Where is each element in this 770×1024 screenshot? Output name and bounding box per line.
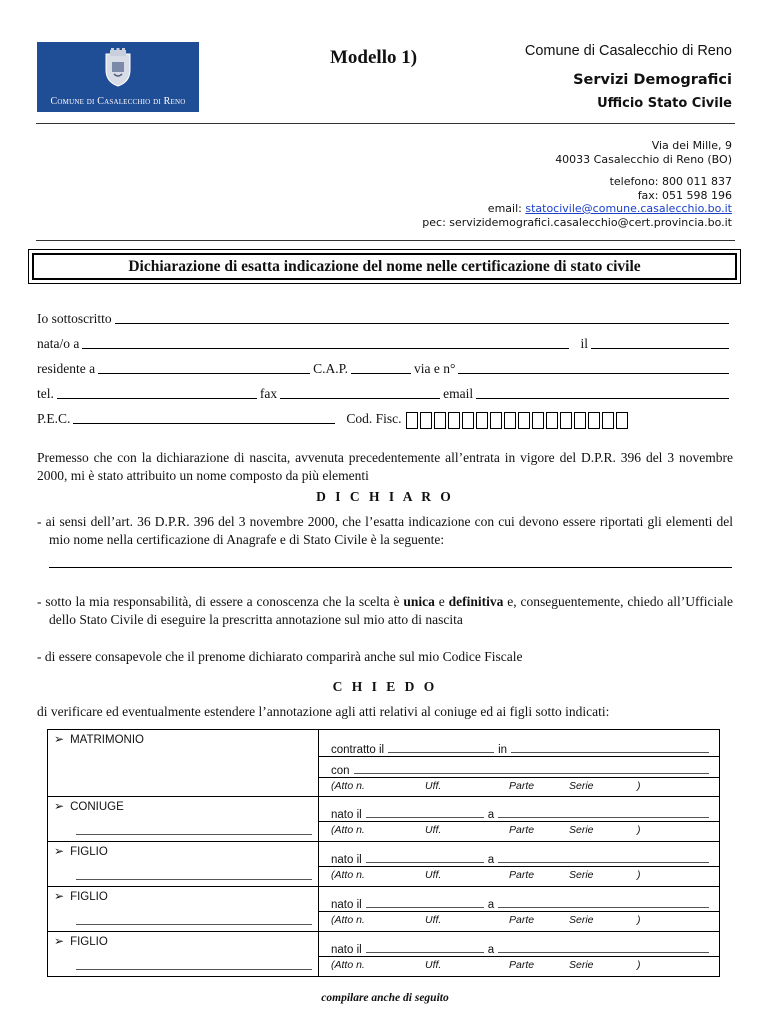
- fax: fax: 051 598 196: [637, 188, 732, 202]
- arrow-bullet-icon: ➢: [54, 889, 65, 903]
- label-figlio: FIGLIO: [70, 936, 108, 948]
- cell-coniuge: [48, 797, 319, 842]
- row-contratto: [319, 730, 719, 757]
- input-residente[interactable]: [98, 373, 310, 374]
- row-nato: [319, 887, 719, 912]
- label-close: ): [637, 914, 641, 926]
- cf-box[interactable]: [518, 412, 530, 429]
- atto-ref: [319, 778, 719, 794]
- comune-name: Comune di Casalecchio di Reno: [524, 43, 732, 59]
- label-tel: tel.: [37, 386, 54, 401]
- cf-box[interactable]: [560, 412, 572, 429]
- arrow-bullet-icon: ➢: [54, 844, 65, 858]
- label-atto: (Atto n.: [331, 959, 365, 971]
- label-fax: fax: [259, 386, 278, 401]
- label-a: a: [487, 899, 495, 911]
- input-data-nascita-figlio[interactable]: [366, 862, 484, 863]
- label-nato-il: nato il: [331, 809, 362, 821]
- label-cap: C.A.P.: [313, 361, 348, 376]
- header-divider: [36, 123, 735, 124]
- label-parte: Parte: [509, 869, 535, 881]
- label-close: ): [637, 780, 641, 792]
- cell-figlio-details: [319, 932, 720, 977]
- address-divider: [36, 240, 735, 241]
- label-uff: Uff.: [425, 824, 442, 836]
- cf-box[interactable]: [448, 412, 460, 429]
- label-in: in: [498, 744, 508, 756]
- input-figlio[interactable]: [76, 879, 312, 880]
- cf-box[interactable]: [616, 412, 628, 429]
- arrow-bullet-icon: ➢: [54, 732, 65, 746]
- input-fax[interactable]: [280, 398, 440, 399]
- label-atto: (Atto n.: [331, 780, 365, 792]
- label-cod-fisc: Cod. Fisc.: [346, 411, 402, 426]
- input-sottoscritto[interactable]: [115, 323, 729, 324]
- row-con: [319, 757, 719, 778]
- servizi-demografici: Servizi Demografici: [573, 72, 732, 88]
- input-data-nascita-figlio[interactable]: [366, 907, 484, 908]
- cf-box[interactable]: [476, 412, 488, 429]
- table-row-coniuge: [48, 797, 720, 842]
- bullet2-text-b: e, conseguentemente, chiedo all’Ufficiale dello Stato Civile di eseguire la prescritta annotazione sul mio atto di nascita: [49, 594, 733, 627]
- dichiaro-heading: D I C H I A R O: [316, 489, 454, 504]
- modello-label: Modello 1): [330, 47, 418, 68]
- label-atto: (Atto n.: [331, 869, 365, 881]
- bullet2-text-a: - sotto la mia responsabilità, di essere a conoscenza che la scelta è: [37, 594, 404, 609]
- input-email[interactable]: [476, 398, 729, 399]
- input-figlio[interactable]: [76, 969, 312, 970]
- pec: pec: servizidemografici.casalecchio@cert.provincia.bo.it: [422, 215, 732, 229]
- input-luogo-nascita-figlio[interactable]: [498, 862, 709, 863]
- label-close: ): [637, 824, 641, 836]
- label-uff: Uff.: [425, 914, 442, 926]
- row-nato: [319, 932, 719, 957]
- label-close: ): [637, 959, 641, 971]
- field-row-nascita: [37, 334, 732, 352]
- label-nato-il: nato il: [331, 944, 362, 956]
- label-serie: Serie: [569, 959, 594, 971]
- label-via: via e n°: [413, 361, 456, 376]
- label-il: il: [580, 336, 588, 351]
- input-figlio[interactable]: [76, 924, 312, 925]
- cf-box[interactable]: [504, 412, 516, 429]
- cf-box[interactable]: [602, 412, 614, 429]
- cf-box[interactable]: [462, 412, 474, 429]
- arrow-bullet-icon: ➢: [54, 934, 65, 948]
- label-uff: Uff.: [425, 959, 442, 971]
- atto-ref: [319, 867, 719, 883]
- cf-box[interactable]: [406, 412, 418, 429]
- bullet2-definitiva: definitiva: [448, 594, 504, 609]
- input-luogo-matrimonio[interactable]: [511, 752, 709, 753]
- label-serie: Serie: [569, 780, 594, 792]
- cell-figlio-details: [319, 842, 720, 887]
- input-data-nascita-coniuge[interactable]: [366, 817, 484, 818]
- label-atto: (Atto n.: [331, 914, 365, 926]
- table-row-figlio: [48, 887, 720, 932]
- label-parte: Parte: [509, 780, 535, 792]
- label-a: a: [487, 854, 495, 866]
- input-coniuge-nome[interactable]: [354, 773, 709, 774]
- input-coniuge[interactable]: [76, 834, 312, 835]
- input-luogo-nascita[interactable]: [82, 348, 569, 349]
- label-nato-il: nato il: [331, 854, 362, 866]
- label-email: email: [443, 386, 474, 401]
- table-row-figlio: [48, 842, 720, 887]
- row-nato: [319, 842, 719, 867]
- label-sottoscritto: Io sottoscritto: [37, 311, 112, 326]
- comune-logo: [37, 42, 199, 112]
- bullet-indicazione: - ai sensi dell’art. 36 D.P.R. 396 del 3 novembre 2000, che l’esatta indicazione con cui devono essere riportati gli elementi del mio nome nella certificazione di Anagrafe e di Stato Civile è la seguente:: [37, 514, 733, 547]
- atto-ref: [319, 822, 719, 838]
- premesso-paragraph: Premesso che con la dichiarazione di nascita, avvenuta precedentemente all’entrata in vigore del D.P.R. 396 del 3 novembre 2000, mi è stato attribuito un nome composto da più elementi: [37, 450, 733, 483]
- codice-fiscale-boxes[interactable]: [406, 412, 630, 429]
- label-serie: Serie: [569, 824, 594, 836]
- cell-matrimonio: [48, 730, 319, 797]
- cf-box[interactable]: [588, 412, 600, 429]
- field-row-contatti: [37, 384, 732, 402]
- cell-figlio: [48, 842, 319, 887]
- arrow-bullet-icon: ➢: [54, 799, 65, 813]
- input-via[interactable]: [458, 373, 729, 374]
- label-pec: P.E.C.: [37, 411, 71, 426]
- label-residente: residente a: [37, 361, 96, 376]
- cell-figlio: [48, 887, 319, 932]
- address-city: 40033 Casalecchio di Reno (BO): [555, 152, 732, 166]
- cf-box[interactable]: [532, 412, 544, 429]
- document-title: Dichiarazione di esatta indicazione del nome nelle certificazione di stato civile: [32, 253, 737, 280]
- label-uff: Uff.: [425, 780, 442, 792]
- label-nato-il: nato il: [331, 899, 362, 911]
- field-row-sottoscritto: [37, 309, 732, 327]
- cf-box[interactable]: [490, 412, 502, 429]
- email-label: email:: [487, 202, 526, 215]
- table-row-figlio: [48, 932, 720, 977]
- input-nome-esatto[interactable]: [49, 567, 732, 568]
- cf-box[interactable]: [546, 412, 558, 429]
- label-close: ): [637, 869, 641, 881]
- label-matrimonio: MATRIMONIO: [70, 734, 144, 746]
- label-a: a: [487, 809, 495, 821]
- bullet2-text-e: e: [434, 594, 449, 609]
- table-row-matrimonio: [48, 730, 720, 797]
- label-nato: nata/o a: [37, 336, 80, 351]
- atto-ref: [319, 912, 719, 928]
- input-data-nascita-figlio[interactable]: [366, 952, 484, 953]
- label-atto: (Atto n.: [331, 824, 365, 836]
- input-luogo-nascita-figlio[interactable]: [498, 907, 709, 908]
- label-uff: Uff.: [425, 869, 442, 881]
- label-con: con: [331, 765, 350, 777]
- bullet2-unica: unica: [403, 594, 435, 609]
- verificare-paragraph: di verificare ed eventualmente estendere l’annotazione agli atti relativi al coniuge ed ai figli sotto indicati:: [37, 704, 610, 719]
- input-pec[interactable]: [73, 423, 335, 424]
- cell-figlio-details: [319, 887, 720, 932]
- input-tel[interactable]: [57, 398, 257, 399]
- ufficio-stato-civile: Ufficio Stato Civile: [597, 96, 732, 111]
- input-luogo-nascita-figlio[interactable]: [498, 952, 709, 953]
- atto-ref: [319, 957, 719, 973]
- cell-figlio: [48, 932, 319, 977]
- cf-box[interactable]: [574, 412, 586, 429]
- atti-table: [47, 729, 720, 977]
- field-row-residenza: [37, 359, 732, 377]
- cell-matrimonio-details: [319, 730, 720, 797]
- footer-note: compilare anche di seguito: [321, 992, 449, 1004]
- input-luogo-nascita-coniuge[interactable]: [498, 817, 709, 818]
- label-figlio: FIGLIO: [70, 891, 108, 903]
- logo-text: Comune di Casalecchio di Reno: [50, 96, 186, 107]
- label-parte: Parte: [509, 914, 535, 926]
- label-parte: Parte: [509, 824, 535, 836]
- label-a: a: [487, 944, 495, 956]
- label-contratto: contratto il: [331, 744, 385, 756]
- cf-box[interactable]: [434, 412, 446, 429]
- coat-of-arms-icon: [100, 48, 136, 88]
- title-box: [28, 249, 741, 284]
- input-cap[interactable]: [351, 373, 411, 374]
- cf-box[interactable]: [420, 412, 432, 429]
- label-figlio: FIGLIO: [70, 846, 108, 858]
- label-coniuge: CONIUGE: [70, 801, 124, 813]
- label-parte: Parte: [509, 959, 535, 971]
- address-block: [422, 139, 732, 229]
- row-nato: [319, 797, 719, 822]
- cell-coniuge-details: [319, 797, 720, 842]
- phone: telefono: 800 011 837: [609, 175, 732, 188]
- input-data-matrimonio[interactable]: [388, 752, 494, 753]
- field-row-pec: [37, 409, 732, 427]
- chiedo-heading: C H I E D O: [332, 679, 438, 694]
- label-serie: Serie: [569, 914, 594, 926]
- bullet-codice-fiscale: - di essere consapevole che il prenome dichiarato comparirà anche sul mio Codice Fiscale: [37, 649, 523, 664]
- address-street: Via dei Mille, 9: [651, 139, 732, 152]
- email-link[interactable]: statocivile@comune.casalecchio.bo.it: [525, 202, 732, 215]
- bullet-responsabilita: [37, 593, 733, 629]
- input-data-nascita[interactable]: [591, 348, 729, 349]
- label-serie: Serie: [569, 869, 594, 881]
